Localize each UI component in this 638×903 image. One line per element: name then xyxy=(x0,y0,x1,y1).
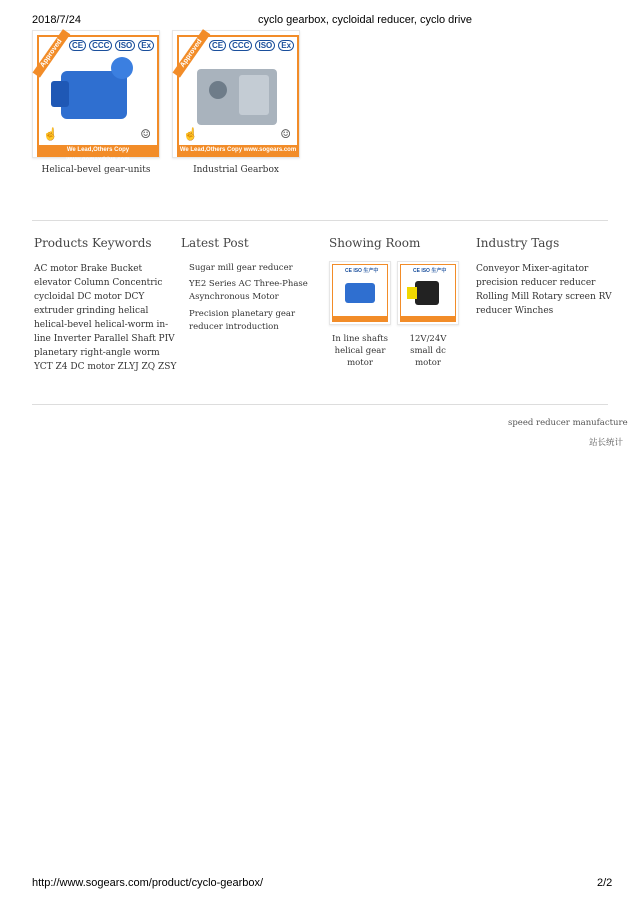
tag-line[interactable]: precision reducer reducer xyxy=(476,278,596,288)
thumb-banner xyxy=(401,316,455,321)
face-icon: ☺ xyxy=(140,127,151,141)
keyword-line[interactable]: extruder grinding helical xyxy=(34,306,149,316)
products-keywords-heading: Products Keywords xyxy=(34,236,152,250)
post-link[interactable]: Precision planetary gear reducer introduction xyxy=(189,309,296,332)
tag-line[interactable]: Rolling Mill Rotary screen RV xyxy=(476,292,612,302)
tag-line[interactable]: Conveyor Mixer-agitator xyxy=(476,264,589,274)
divider xyxy=(32,220,608,221)
product-banner: We Lead,Others Copy www.sogears.com xyxy=(179,147,297,153)
certification-logos: CE ISO 生产中 xyxy=(413,268,447,274)
approved-stamp: Approved xyxy=(33,29,71,77)
showing-room-caption[interactable]: In line shafts helical gear motor xyxy=(331,334,388,368)
hand-icon: ☝ xyxy=(183,127,198,141)
keyword-line[interactable]: AC motor Brake Bucket xyxy=(34,264,143,274)
gear-motor-picture xyxy=(345,283,375,303)
thumb-image xyxy=(400,264,456,322)
industry-tags-list xyxy=(476,262,612,318)
thumb-image xyxy=(332,264,388,322)
footer-link[interactable]: speed reducer manufacture xyxy=(508,418,628,428)
gearbox-picture xyxy=(197,69,277,125)
face-icon: ☺ xyxy=(280,127,291,141)
product-card-helical-bevel[interactable] xyxy=(32,30,160,163)
latest-post-heading: Latest Post xyxy=(181,236,249,250)
product-card-industrial-gearbox[interactable] xyxy=(172,30,300,158)
tag-line[interactable]: reducer Winches xyxy=(476,306,554,316)
certification-logos: CE ISO 生产中 xyxy=(345,268,379,274)
product-caption[interactable]: Industrial Gearbox xyxy=(193,165,279,175)
print-title: cyclo gearbox, cycloidal reducer, cyclo drive xyxy=(258,14,472,26)
product-image xyxy=(37,35,159,163)
certification-logos: CE CCC ISO Ex xyxy=(69,40,157,51)
gear-unit-picture xyxy=(61,71,127,119)
print-url: http://www.sogears.com/product/cyclo-gearbox/ xyxy=(32,877,264,889)
keyword-line[interactable]: line Inverter Parallel Shaft PIV xyxy=(34,334,175,344)
approved-stamp: Approved xyxy=(173,29,211,77)
showing-room-heading: Showing Room xyxy=(329,236,421,250)
industry-tags-heading: Industry Tags xyxy=(476,236,560,250)
keyword-line[interactable]: planetary right-angle worm xyxy=(34,348,160,358)
product-banner: We Lead,Others Copy www.gomaxdrive.com xyxy=(39,145,157,155)
showing-room-caption[interactable]: 12V/24V small dc motor xyxy=(409,334,447,368)
thumb-banner xyxy=(333,316,387,321)
showing-room-item[interactable] xyxy=(397,261,459,325)
keyword-line[interactable]: elevator Column Concentric xyxy=(34,278,163,288)
product-image xyxy=(177,35,299,157)
post-link[interactable]: YE2 Series AC Three-Phase Asynchronous Motor xyxy=(189,279,308,302)
showing-room-item[interactable] xyxy=(329,261,391,325)
print-page-number: 2/2 xyxy=(597,877,613,889)
keyword-line[interactable]: helical-bevel helical-worm in- xyxy=(34,320,169,330)
print-date: 2018/7/24 xyxy=(32,14,81,26)
dc-motor-picture xyxy=(415,281,439,305)
site-stats-link[interactable]: 站长统计 xyxy=(589,438,624,448)
hand-icon: ☝ xyxy=(43,127,58,141)
certification-logos: CE CCC ISO Ex xyxy=(209,40,297,51)
products-keywords-list xyxy=(34,262,176,374)
divider xyxy=(32,404,608,405)
post-link[interactable]: Sugar mill gear reducer xyxy=(189,263,293,273)
keyword-line[interactable]: cycloidal DC motor DCY xyxy=(34,292,145,302)
product-caption[interactable]: Helical-bevel gear-units xyxy=(41,165,151,175)
keyword-line[interactable]: YCT Z4 DC motor ZLYJ ZQ ZSY xyxy=(34,362,177,372)
